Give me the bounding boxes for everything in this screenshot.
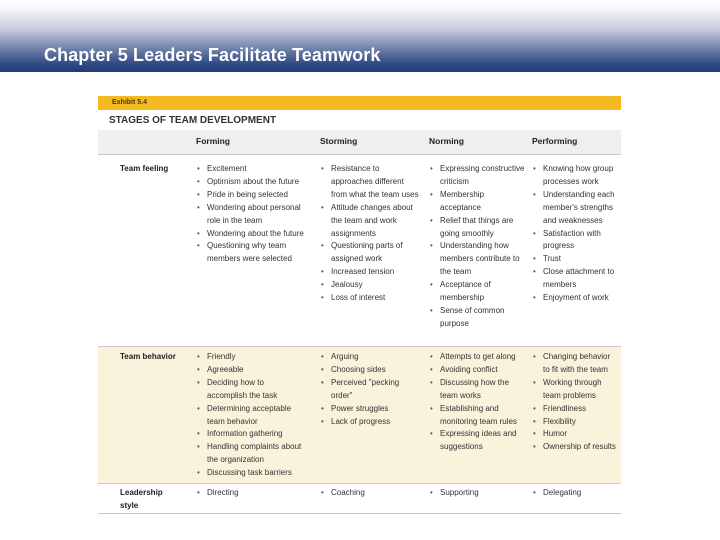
row-label: Team feeling xyxy=(120,164,169,173)
list-item: • Pride in being selected xyxy=(197,189,305,202)
column-header-row xyxy=(98,130,621,155)
column-header-forming: Forming xyxy=(196,136,230,146)
list-item: • Humor xyxy=(533,428,619,441)
list-item: • Perceived "pecking order" xyxy=(321,377,421,403)
list-item: • Trust xyxy=(533,253,619,266)
list-item: • Power struggles xyxy=(321,403,421,416)
row-team-feeling xyxy=(98,155,621,346)
cell-forming xyxy=(197,351,305,480)
row-leadership-style xyxy=(98,484,621,513)
list-item: • Delegating xyxy=(533,487,619,500)
list-item: • Changing behavior to fit with the team xyxy=(533,351,619,377)
cell-performing xyxy=(533,487,619,500)
list-item: • Membership acceptance xyxy=(430,189,525,215)
list-item: • Relief that things are going smoothly xyxy=(430,215,525,241)
slide-title: Chapter 5 Leaders Facilitate Teamwork xyxy=(44,45,381,65)
list-item: • Coaching xyxy=(321,487,421,500)
list-item: • Enjoyment of work xyxy=(533,292,619,305)
cell-storming xyxy=(321,163,421,305)
cell-performing xyxy=(533,163,619,305)
list-item: • Questioning parts of assigned work xyxy=(321,240,421,266)
column-header-norming: Norming xyxy=(429,136,464,146)
list-item: • Increased tension xyxy=(321,266,421,279)
cell-norming xyxy=(430,487,525,500)
list-item: • Determining acceptable team behavior xyxy=(197,403,305,429)
list-item: • Wondering about personal role in the team xyxy=(197,202,305,228)
list-item: • Sense of common purpose xyxy=(430,305,525,331)
cell-performing xyxy=(533,351,619,454)
exhibit-label: Exhibit 5.4 xyxy=(98,96,621,110)
list-item: • Resistance to approaches different from what the team uses xyxy=(321,163,421,202)
list-item: • Choosing sides xyxy=(321,364,421,377)
list-item: • Working through team problems xyxy=(533,377,619,403)
list-item: • Understanding each member's strengths and weaknesses xyxy=(533,189,619,228)
exhibit-table xyxy=(98,96,621,514)
list-item: • Optimism about the future xyxy=(197,176,305,189)
cell-norming xyxy=(430,163,525,331)
list-item: • Avoiding conflict xyxy=(430,364,525,377)
list-item: • Handling complaints about the organization xyxy=(197,441,305,467)
row-label: Team behavior xyxy=(120,352,176,361)
list-item: • Friendliness xyxy=(533,403,619,416)
list-item: • Excitement xyxy=(197,163,305,176)
list-item: • Attempts to get along xyxy=(430,351,525,364)
list-item: • Lack of progress xyxy=(321,416,421,429)
column-header-performing: Performing xyxy=(532,136,578,146)
cell-storming xyxy=(321,351,421,428)
list-item: • Information gathering xyxy=(197,428,305,441)
list-item: • Attitude changes about the team and work assignments xyxy=(321,202,421,241)
list-item: • Questioning why team members were selected xyxy=(197,240,305,266)
list-item: • Friendly xyxy=(197,351,305,364)
column-header-storming: Storming xyxy=(320,136,358,146)
list-item: • Loss of interest xyxy=(321,292,421,305)
list-item: • Knowing how group processes work xyxy=(533,163,619,189)
list-item: • Agreeable xyxy=(197,364,305,377)
cell-storming xyxy=(321,487,421,500)
list-item: • Supporting xyxy=(430,487,525,500)
list-item: • Establishing and monitoring team rules xyxy=(430,403,525,429)
cell-norming xyxy=(430,351,525,454)
list-item: • Wondering about the future xyxy=(197,228,305,241)
table-title: STAGES OF TEAM DEVELOPMENT xyxy=(109,115,277,126)
row-label: Leadership style xyxy=(120,488,163,510)
list-item: • Understanding how members contribute to the team xyxy=(430,240,525,279)
slide-header xyxy=(0,0,720,72)
list-item: • Satisfaction with progress xyxy=(533,228,619,254)
row-team-behavior xyxy=(98,347,621,483)
list-item: • Expressing constructive criticism xyxy=(430,163,525,189)
list-item: • Ownership of results xyxy=(533,441,619,454)
list-item: • Arguing xyxy=(321,351,421,364)
list-item: • Jealousy xyxy=(321,279,421,292)
list-item: • Directing xyxy=(197,487,305,500)
cell-forming xyxy=(197,163,305,266)
list-item: • Discussing how the team works xyxy=(430,377,525,403)
list-item: • Expressing ideas and suggestions xyxy=(430,428,525,454)
cell-forming xyxy=(197,487,305,500)
list-item: • Flexibility xyxy=(533,416,619,429)
list-item: • Discussing task barriers xyxy=(197,467,305,480)
list-item: • Close attachment to members xyxy=(533,266,619,292)
list-item: • Deciding how to accomplish the task xyxy=(197,377,305,403)
table-bottom-border xyxy=(98,513,621,514)
list-item: • Acceptance of membership xyxy=(430,279,525,305)
